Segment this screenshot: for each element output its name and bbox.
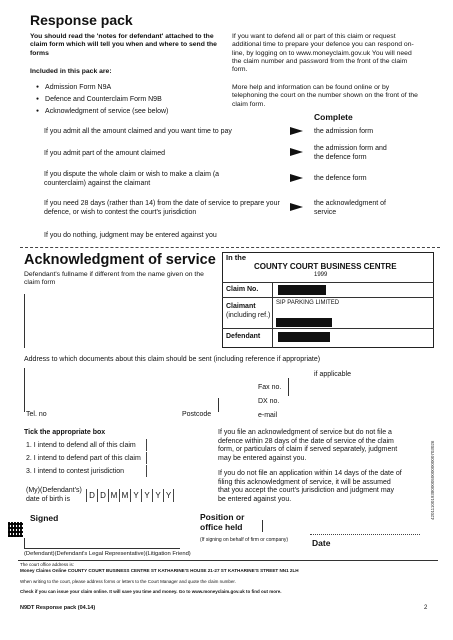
defendant-redacted — [278, 332, 330, 342]
dob-box: Y — [152, 489, 163, 502]
arrow-right-icon — [290, 127, 303, 135]
court-name: COUNTY COURT BUSINESS CENTRE — [254, 262, 397, 271]
included-item: ● Defence and Counterclaim Form N9B — [36, 94, 168, 106]
fax-field[interactable] — [290, 380, 420, 394]
side-barcode-text: 42011100193800005000000000703026 — [430, 440, 435, 520]
if-applicable-label: if applicable — [314, 371, 351, 378]
aos-title: Acknowledgment of service — [24, 252, 216, 268]
fullname-field[interactable] — [26, 294, 214, 348]
court-divider — [222, 328, 434, 329]
date-label: Date — [312, 538, 331, 548]
tel-field[interactable] — [58, 408, 168, 420]
writing-note: When writing to the court, please address forms or letters to the Court Manager and quote the claim number. — [20, 579, 236, 584]
dx-field[interactable] — [290, 396, 420, 408]
arrow-right-icon — [290, 203, 303, 211]
option-form: the acknowledgment of service — [314, 200, 386, 216]
position-field[interactable] — [266, 518, 416, 534]
tick-option: 1. I intend to defend all of this claim — [26, 442, 136, 449]
court-office-address: Money Claims Online COUNTY COURT BUSINESS CENTRE ST KATHARINE'S HOUSE 21-27 ST KATHARINE'S STREET NN1 2LH — [20, 568, 299, 573]
email-label: e-mail — [258, 412, 278, 419]
tick-box-defend-part[interactable] — [146, 452, 158, 464]
tick-box-defend-all[interactable] — [146, 439, 158, 451]
arrow-right-icon — [290, 148, 303, 156]
postcode-label: Postcode — [182, 411, 212, 418]
option-condition: If you admit part of the amount claimed — [44, 150, 166, 157]
claim-no-label: Claim No. — [226, 286, 259, 293]
dob-box: Y — [163, 489, 174, 502]
court-divider — [222, 297, 434, 298]
warning-text-1: If you file an acknowledgment of service but do not file a defence within 28 days of the date of service of the claim form, or particulars of claim if served separately, judgment may be entered against you. — [218, 429, 398, 462]
court-divider — [222, 282, 434, 283]
included-list — [36, 82, 168, 118]
dob-label: (My)(Defendant's) date of birth is — [26, 487, 82, 503]
signature-field-edge — [24, 538, 25, 548]
claimant-sub-label: (including ref.) — [226, 312, 271, 319]
tick-option: 3. I intend to contest jurisdiction — [26, 468, 125, 475]
claimant-value: SIP PARKING LIMITED — [276, 300, 340, 306]
intro-text: You should read the 'notes for defendant' attached to the claim form which will tell you when and where to send the forms — [30, 33, 217, 57]
form-code: N9DT Response pack (04.14) — [20, 605, 96, 611]
claim-no-redacted — [278, 285, 326, 295]
dob-box: Y — [130, 489, 141, 502]
dob-box: M — [119, 489, 130, 502]
included-item: ● Acknowledgment of service (see below) — [36, 106, 168, 118]
dob-box: D — [97, 489, 108, 502]
fullname-label: Defendant's fullname if different from the name given on the claim form — [24, 271, 204, 287]
included-heading: Included in this pack are: — [30, 68, 112, 75]
date-top-rule — [310, 534, 420, 535]
signatory-label: (Defendant)(Defendant's Legal Representative)(Litigation Friend) — [24, 551, 191, 557]
dx-label: DX no. — [258, 398, 280, 405]
warning-text-2: If you do not file an application within 14 days of the date of filing this acknowledgment of service, it will be assumed that you accept the court's jurisdiction and judgment may be entered against you. — [218, 470, 402, 503]
option-form: the admission form — [314, 128, 374, 135]
position-label: Position or office held — [200, 512, 245, 532]
help-text: More help and information can be found online or by telephoning the court on the number shown on the front of the claim form. — [232, 84, 418, 108]
court-inner-divider — [272, 282, 273, 348]
tick-heading: Tick the appropriate box — [24, 429, 106, 436]
fax-field-edge — [288, 378, 289, 396]
address-field-edge — [24, 368, 25, 412]
position-sub-label: (If signing on behalf of firm or company) — [200, 537, 289, 543]
option-condition: If you dispute the whole claim or wish to make a claim (a counterclaim) against the claimant — [44, 171, 220, 187]
dob-box: D — [86, 489, 97, 502]
option-form: the admission form and the defence form — [314, 145, 387, 161]
email-field[interactable] — [290, 408, 420, 420]
dob-field[interactable] — [86, 489, 174, 502]
option-condition: If you admit all the amount claimed and you want time to pay — [44, 128, 232, 135]
position-field-edge — [262, 520, 263, 532]
tick-box-contest-jurisdiction[interactable] — [146, 465, 158, 477]
dob-box: Y — [141, 489, 152, 502]
tel-label: Tel. no — [26, 411, 47, 418]
fullname-field-edge — [24, 294, 25, 348]
address-field[interactable] — [26, 368, 246, 408]
claimant-label: Claimant — [226, 303, 256, 310]
signature-rule — [24, 548, 180, 549]
option-condition: If you need 28 days (rather than 14) from the date of service to prepare your defence, or wish to contest the court's jurisdiction — [44, 200, 280, 216]
fax-label: Fax no. — [258, 384, 282, 391]
qr-code-icon — [8, 522, 23, 537]
address-label: Address to which documents about this claim should be sent (including reference if appropriate) — [24, 356, 321, 363]
date-field[interactable] — [336, 534, 416, 548]
court-in-label: In the — [226, 253, 246, 262]
arrow-right-icon — [290, 174, 303, 182]
postcode-field-edge — [218, 398, 219, 412]
footer-divider — [18, 560, 438, 561]
page-title: Response pack — [30, 12, 133, 28]
online-text: If you want to defend all or part of this claim or request additional time to prepare your defence you can respond on-line, by logging on to www.moneyclaim.gov.uk You will need the claim number and password from the front of the claim form. — [232, 33, 414, 74]
complete-heading: Complete — [314, 112, 353, 122]
signature-field[interactable] — [30, 524, 180, 546]
claimant-ref-redacted — [276, 318, 332, 327]
signed-label: Signed — [30, 513, 59, 523]
defendant-label: Defendant — [226, 333, 261, 340]
do-nothing-text: If you do nothing, judgment may be entered against you — [44, 232, 217, 239]
online-note: Check if you can issue your claim online. It will save you time and money. Go to www.moneyclaim.gov.uk to find out more. — [20, 589, 282, 594]
dob-box: M — [108, 489, 119, 502]
included-item: ● Admission Form N9A — [36, 82, 168, 94]
page-number: 2 — [424, 605, 428, 611]
tick-option: 2. I intend to defend part of this claim — [26, 455, 141, 462]
court-office-label: The court office address is: — [20, 562, 74, 567]
option-form: the defence form — [314, 175, 367, 182]
cut-line — [20, 247, 440, 248]
court-code: 1999 — [314, 272, 328, 278]
